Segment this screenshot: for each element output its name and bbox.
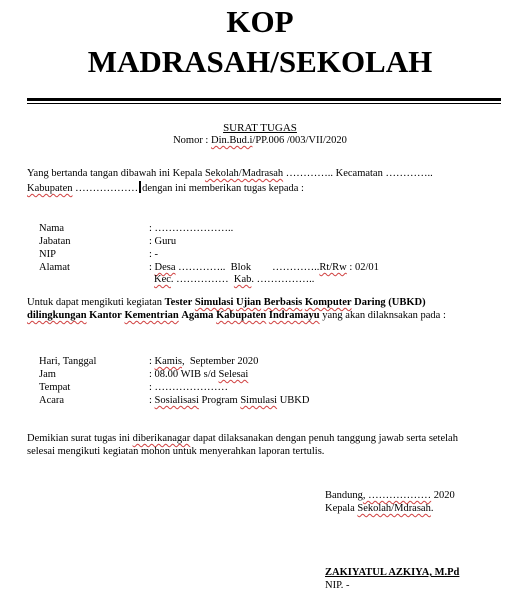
purpose-line-2 <box>27 309 446 322</box>
jam-time: : 08.00 WIB s/d <box>149 369 219 380</box>
intro-line-1 <box>27 167 433 180</box>
letterhead-line-1: KOP <box>226 4 294 39</box>
acara-label: Acara <box>39 395 65 406</box>
alamat-kab: Kab <box>233 274 252 285</box>
jam-label: Jam <box>39 369 56 380</box>
alamat-rtrw: Rt/Rw <box>319 262 347 273</box>
hari-value <box>149 355 258 368</box>
intro-line-2 <box>27 181 304 195</box>
alamat-colon: : <box>149 262 155 273</box>
alamat-kab-dots: . …………….. <box>251 274 315 285</box>
purpose-line-1 <box>27 296 497 309</box>
tempat-value: : ………………… <box>149 382 229 393</box>
nomor-label: Nomor : <box>173 135 209 146</box>
signature-year: 2020 <box>431 490 455 501</box>
purpose-komputer: Komputer <box>304 297 352 308</box>
nip-value: : - <box>149 249 159 260</box>
alamat-blok: ………….. Blok ………….. <box>175 262 320 273</box>
acara-sosialisasi: Sosialisasi <box>154 395 199 406</box>
jabatan-label: Jabatan <box>39 236 71 247</box>
purpose-dilingkungan: dilingkungan <box>27 310 87 321</box>
nomor-rest: /PP.006 /003/VII/2020 <box>252 135 347 146</box>
hari-kamis: Kamis <box>154 356 182 367</box>
purpose-kementrian: Kementrian <box>124 310 179 321</box>
acara-simulasi: Simulasi <box>240 395 278 406</box>
hari-colon: : <box>149 356 155 367</box>
purpose-simulasi: Simulasi <box>194 297 234 308</box>
signature-nip: NIP. - <box>325 580 350 591</box>
alamat-label: Alamat <box>39 262 70 273</box>
signature-role-dot: . <box>430 503 434 514</box>
intro-kabupaten: Kabupaten <box>27 183 73 194</box>
purpose-end: yang akan dilaknsakan pada : <box>322 310 446 321</box>
purpose-berbasis: Berbasis <box>263 297 303 308</box>
letterhead-line-2: MADRASAH/SEKOLAH <box>87 44 433 79</box>
purpose-kabupaten: Kabupaten <box>216 310 267 321</box>
intro-institution: Sekolah/Madrasah <box>204 168 284 179</box>
purpose-indramayu: Indramayu <box>268 310 320 321</box>
signature-kepala: Kepala <box>325 503 355 514</box>
signature-name: ZAKIYATUL AZKIYA, M.Pd <box>325 567 460 578</box>
purpose-ujian: Ujian <box>236 297 262 308</box>
acara-colon: : <box>149 395 155 406</box>
jabatan-value: : Guru <box>149 236 177 247</box>
acara-program: Program <box>198 395 241 406</box>
signature-date-dots: , ……………… <box>362 490 432 501</box>
jam-selesai: Selesai <box>218 369 249 380</box>
tempat-label: Tempat <box>39 382 71 393</box>
text-cursor <box>139 181 141 193</box>
intro-dots: ……………… <box>75 183 139 194</box>
document-title: SURAT TUGAS <box>223 122 297 134</box>
nomor-code: Din.Bud.i <box>210 135 253 146</box>
letterhead-thin-rule <box>27 103 501 104</box>
nip-label: NIP <box>39 249 56 260</box>
signature-institution: Sekolah/Mdrasah <box>357 503 431 514</box>
closing-diberikan: diberikanagar <box>132 433 191 444</box>
nama-label: Nama <box>39 223 65 234</box>
closing-line-2: selesai mengikuti kegiatan mohon untuk menyerahkan laporan tertulis. <box>27 446 325 457</box>
alamat-line-2 <box>154 273 314 286</box>
intro-assignment: dengan ini memberikan tugas kepada : <box>142 183 304 194</box>
purpose-kantor: Kantor <box>89 310 122 321</box>
alamat-kec-dots: . …………… <box>170 274 234 285</box>
closing-start: Demikian surat tugas ini <box>27 433 130 444</box>
hari-label: Hari, Tanggal <box>39 356 97 367</box>
signature-place-date <box>325 489 455 502</box>
purpose-daring: Daring (UBKD) <box>354 297 426 308</box>
alamat-rtrw-value: : 02/01 <box>346 262 379 273</box>
signature-place: Bandung <box>325 490 363 501</box>
closing-rest: dapat dilaksanakan dengan penuh tanggung jawab serta setelah <box>190 433 458 444</box>
document-number <box>0 134 520 147</box>
purpose-tester: Tester <box>164 297 193 308</box>
purpose-agama: Agama <box>181 310 214 321</box>
intro-text: Yang bertanda tangan dibawah ini Kepala <box>27 168 203 179</box>
jam-value <box>149 368 248 381</box>
alamat-kec: Kec <box>154 274 171 285</box>
acara-ubkd: UBKD <box>277 395 310 406</box>
nama-value: : ………………….. <box>149 223 234 234</box>
hari-date: , September 2020 <box>181 356 259 367</box>
purpose-intro: Untuk dapat mengikuti kegiatan <box>27 297 163 308</box>
letterhead-thick-rule <box>27 98 501 101</box>
closing-line-1 <box>27 432 458 445</box>
signature-role <box>325 502 433 515</box>
acara-value <box>149 394 309 407</box>
alamat-desa: Desa <box>154 262 176 273</box>
intro-kecamatan: ………….. Kecamatan ………….. <box>285 168 433 179</box>
